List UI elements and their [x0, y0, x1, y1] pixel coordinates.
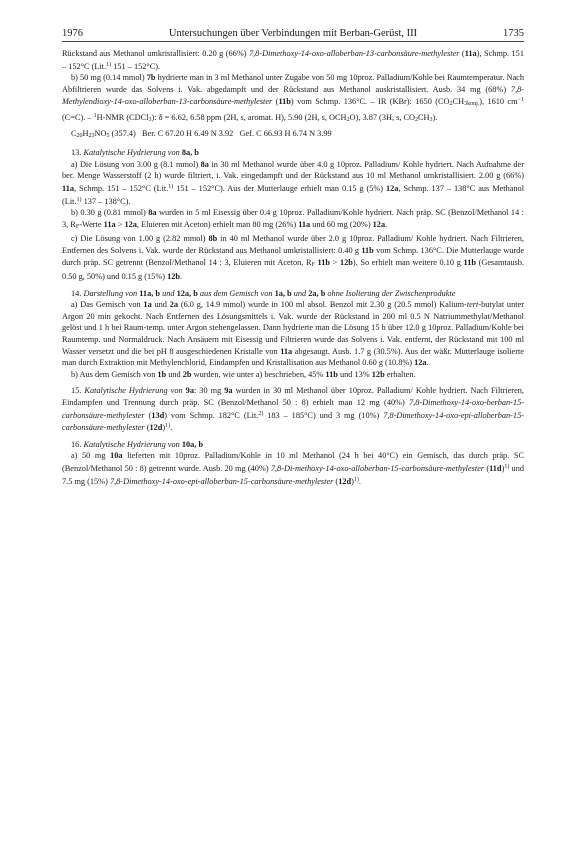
- paragraph-p9: a) Das Gemisch von 1a und 2a (6.0 g, 14.9 mmol) wurde in 100 ml absol. Benzol mit 2.30 g (20.5 mmol) Kalium-tert-butylat unter Argon 20 min gekocht. Nach Entfernen des Lösungsmittels i. Vak. wurde der Rückstand in 200 ml 0.5 N Natriummethylat/Methanol gelöst und 1 h bei Raum-temp. unter Argon stehengelassen. Dann hydrierte man die Lösung 15 h über 12.0 g 10proz. Palladium/Kohle bei Raumtemp. und Normaldruck. Nach Ansäuern mit Eisessig und Filtrieren wurde das Solvens i. Vak. entfernt, der Rückstand mit 100 ml Wasser versetzt und die bei pH 8 ausgeschiedenen Kristalle von 11a abgesaugt. Ausb. 1.7 g (30.5%). Aus der wäßr. Mutterlauge isolierte man durch Extraktion mit Methylenchlorid, Eindampfen und Kristallisation aus Methanol 0.60 g (10.8%) 12a.: [62, 300, 524, 368]
- paragraph-p1: Rückstand aus Methanol umkristallisiert: 0.20 g (66%) 7,8-Dimethoxy-14-oxo-alloberban-13-carbonsäure-methylester (11a), Schmp. 151 – 152°C (Lit.$^{1)}$ 151 – 152°C).: [62, 49, 524, 71]
- header-page-number: 1735: [503, 28, 524, 39]
- document-page: [62, 28, 524, 487]
- paragraph-p8: 14. Darstellung von 11a, b und 12a, b aus dem Gemisch von 1a, b und 2a, b ohne Isolierung der Zwischenprodukte: [71, 288, 456, 298]
- running-header: [62, 28, 524, 42]
- paragraph-p11: 15. Katalytische Hydrierung von 9a: 30 mg 9a wurden in 30 ml Methanol über 10proz. Palladium/ Kohle hydriert. Nach Filtrieren, Eindampfen und Trennung durch präp. SC (Benzol/Methanol 50 : 8) erhielt man 12 mg (40%) 7,8-Dimethoxy-14-oxo-berban-15-carbonsäure-methylester (13d) vom Schmp. 182°C (Lit.$^{2)}$ 183 – 185°C) und 3 mg (10%) 7,8-Dimethoxy-14-oxo-epi-alloberban-15-carbonsäure-methylester $(12d)^{1)}$.: [62, 386, 524, 433]
- paragraph-p6: b) 0.30 g (0.81 mmol) 8a wurden in 5 ml Eisessig über 0.4 g 10proz. Palladium/Kohle hydriert. Nach präp. SC (Benzol/Methanol 14 : 3, RF-Werte 11a > 12a, Eluieren mit Aceton) erhielt man 80 mg (26%) 11a und 60 mg (20%) 12a.: [62, 208, 524, 230]
- header-title: Untersuchungen über Verbindungen mit Berban-Gerüst, III: [168, 28, 418, 39]
- paragraph-p3: C20H23NO5 (357.4) Ber. C 67.20 H 6.49 N 3.92 Gef. C 66.93 H 6.74 N 3.99: [71, 128, 332, 139]
- paragraph-p12: 16. Katalytische Hydrierung von 10a, b: [71, 439, 204, 449]
- paragraph-p10: b) Aus dem Gemisch von 1b und 2b wurden, wie unter a) beschrieben, 45% 11b und 13% 12b erhalten.: [71, 369, 416, 379]
- paragraph-p7: c) Die Lösung von 1.00 g (2.82 mmol) 8b in 40 ml Methanol wurde über 2.0 g 10proz. Palladium/ Kohle hydriert. Nach Filtrieren, Entfernen des Solvens i. Vak. wurde der Rückstand aus Methanol umkristallisiert: 0.40 g 11b vom Schmp. 136°C. Die Mutterlauge wurde durch präp. SC getrennt (Benzol/Methanol 14 : 3, Eluieren mit Aceton, RF 11b > 12b). So erhielt man weitere 0.10 g 11b (Gesamtausb. 0.50 g, 50%) und 0.15 g (15%) 12b.: [62, 234, 525, 282]
- paragraph-p13: a) 50 mg 10a lieferten mit 10proz. Palladium/Kohle in 10 ml Methanol (24 h bei 40°C) ein Gemisch, das durch präp. SC (Benzol/Methanol 50 : 8) getrennt wurde. Ausb. 20 mg (40%) 7,8-Di-methoxy-14-oxo-alloberban-15-carbonsäure-methylester $(11d)^{1)}$ und 7.5 mg (15%) 7,8-Dimethoxy-14-oxo-epi-alloberban-15-carbonsäure-methylester $(12d)^{1)}$.: [62, 451, 524, 486]
- document-body: [62, 48, 524, 487]
- header-year: 1976: [62, 28, 83, 39]
- paragraph-p2: b) 50 mg (0.14 mmol) 7b hydrierte man in 3 ml Methanol unter Zugabe von 50 mg 10proz. Palladium/Kohle bei Raumtemperatur. Nach Abfiltrieren wurde das Solvens i. Vak. abgedampft und der Rückstand aus Methanol auskristallisiert. Ausb. 34 mg (68%) 7,8-Methylendioxy-14-oxo-alloberban-13-carbonsäure-methylester (11b) vom Schmp. 136°C. – IR (KBr): 1650 (CO2CH3konj.), 1610 $cm^{-1}$ (C=C). – $^1$H-NMR (CDCl3): δ = 6.62, 6.58 ppm (2H, s, aromat. H), 5.90 (2H, s, OCH2O), 3.87 (3H, s, CO2CH3).: [62, 73, 525, 123]
- paragraph-p4: 13. Katalytische Hydrierung von 8a, b: [71, 148, 199, 158]
- paragraph-p5: a) Die Lösung von 3.00 g (8.1 mmol) 8a in 30 ml Methanol wurde über 4.0 g 10proz. Palladium/ Kohle hydriert. Nach Aufnahme der ber. Menge Wasserstoff (2 h) wurde filtriert, i. Vak. eingedampft und der Rückstand aus 10 ml Methanol umkristallisiert. 2.00 g (66%) 11a, Schmp. 151 – 152°C (Lit.$^{1)}$ 151 – 152°C). Aus der Mutterlauge erhielt man 0.15 g (5%) 12a, Schmp. 137 – 138°C aus Methanol (Lit.$^{1)}$ 137 – 138°C).: [62, 159, 524, 206]
